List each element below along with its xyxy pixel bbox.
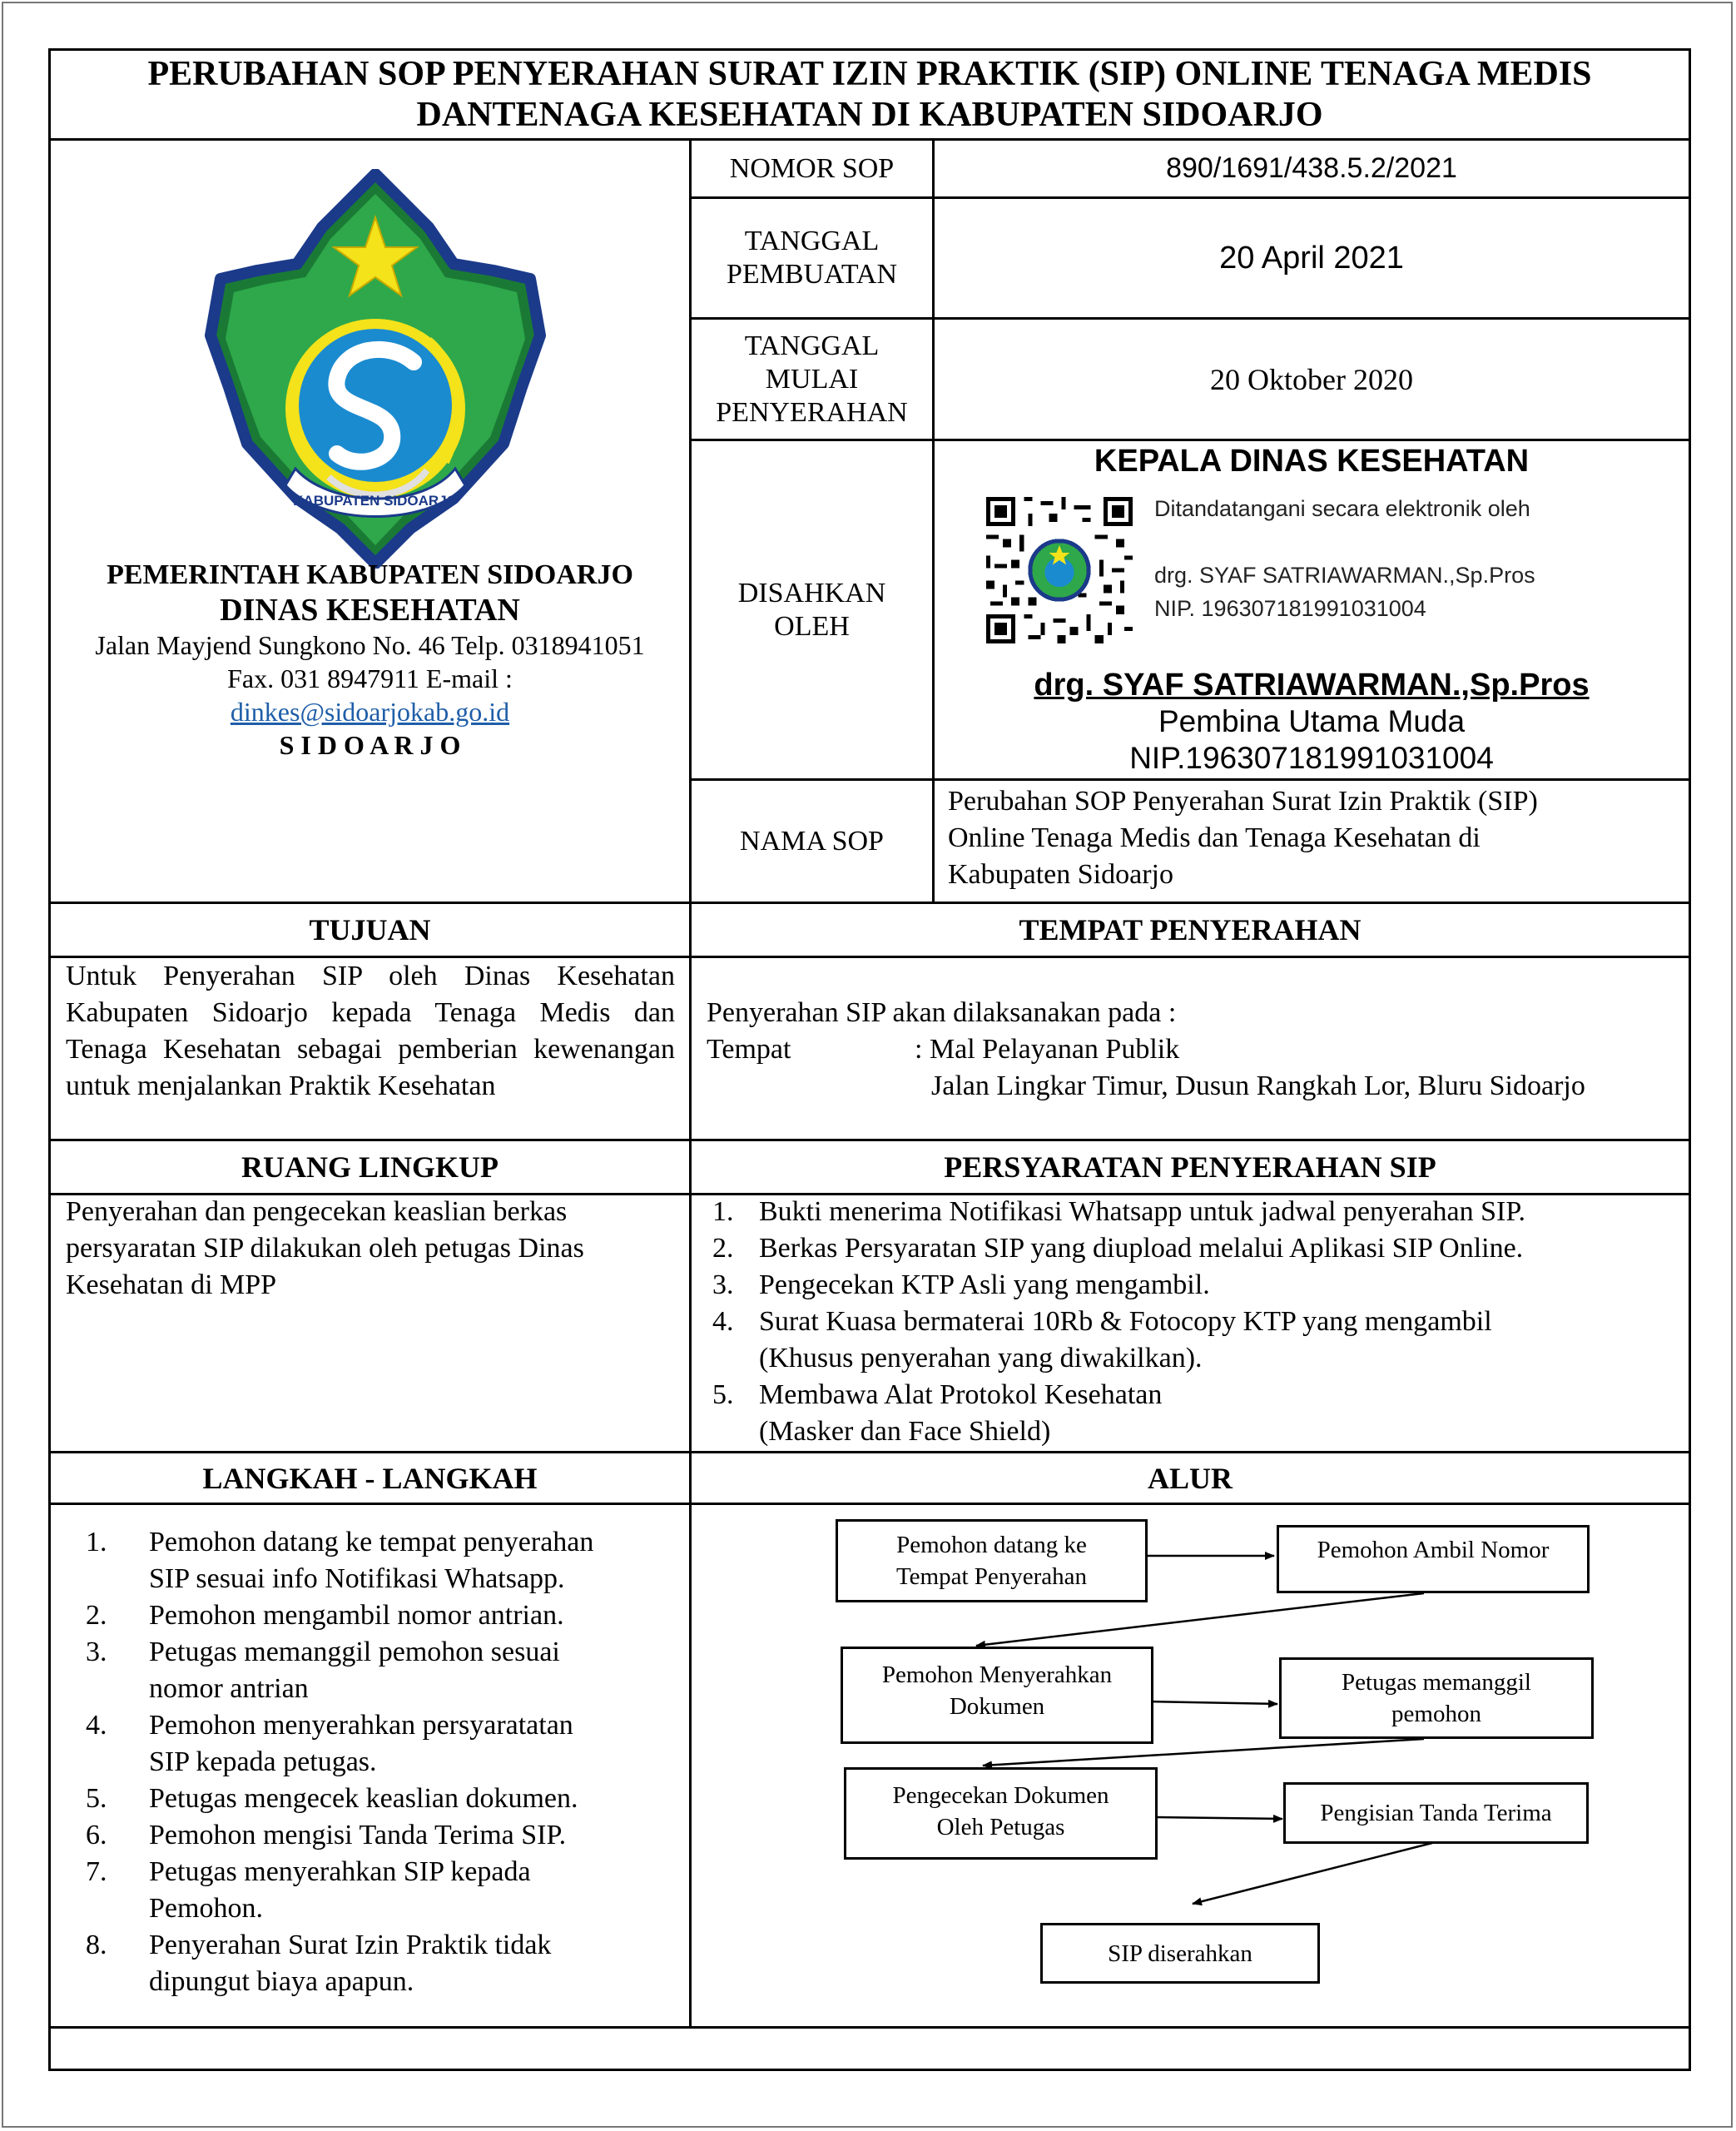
tanggal-pembuatan-label-2: PEMBUATAN [726,259,898,290]
nama-sop-value [948,783,1680,893]
title-line-2: DANTENAGA KESEHATAN DI KABUPATEN SIDOARJO [416,96,1323,134]
persyaratan-list [712,1194,1682,1450]
tanggal-pembuatan-label [692,199,932,317]
title-line-1: PERUBAHAN SOP PENYERAHAN SURAT IZIN PRAKTIK (SIP) ONLINE TENAGA MEDIS [147,55,1592,93]
nomor-sop-value: 890/1691/438.5.2/2021 [1166,152,1457,184]
signature-heading: KEPALA DINAS KESEHATAN [1094,444,1530,479]
tujuan-heading: TUJUAN [309,913,431,946]
list-item: 6. Pemohon mengisi Tanda Terima SIP. [86,1820,567,1850]
arrow-6-to-7 [1193,1843,1432,1904]
signatory-nip: NIP.196307181991031004 [1129,741,1494,775]
list-item: 4. Pemohon menyerahkan persyaratatan SIP kepada petugas. [86,1710,573,1777]
flow-box-menyerahkan: Pemohon Menyerahkan Dokumen [841,1647,1153,1744]
list-item: 5. Membawa Alat Protokol Kesehatan (Masker dan Face Shield) [712,1379,1163,1447]
signatory-block [935,667,1689,777]
langkah-list [86,1524,685,2000]
tempat-intro: Penyerahan SIP akan dilaksanakan pada : [707,997,1177,1028]
agency-fax: Fax. 031 8947911 E-mail : [227,663,513,693]
list-item: 7. Petugas menyerahkan SIP kepada Pemohon. [86,1856,531,1924]
divider-langkah-head [51,1503,1689,1505]
tempat-heading: TEMPAT PENYERAHAN [1019,913,1362,946]
qr-code-icon [986,497,1133,643]
agency-line-2: DINAS KESEHATAN [220,593,520,628]
nomor-sop-label: NOMOR SOP [729,152,895,184]
flow-box-memanggil: Petugas memanggil pemohon [1279,1657,1594,1739]
nama-sop-value-1: Perubahan SOP Penyerahan Surat Izin Praktik (SIP) [948,786,1538,817]
flow-box-tanda-terima: Pengisian Tanda Terima [1283,1782,1589,1844]
flow-box-pengecekan: Pengecekan Dokumen Oleh Petugas [844,1767,1158,1860]
disahkan-label-2: OLEH [774,610,850,642]
list-item: 8. Penyerahan Surat Izin Praktik tidak dipungut biaya apapun. [86,1930,552,1997]
agency-line-1: PEMERINTAH KABUPATEN SIDOARJO [107,559,633,590]
nama-sop-label: NAMA SOP [740,825,884,857]
tempat-value-2: Jalan Lingkar Timur, Dusun Rangkah Lor, Bluru Sidoarjo [931,1070,1585,1101]
tempat-value-1: : Mal Pelayanan Publik [915,1034,1180,1065]
tujuan-text: Untuk Penyerahan SIP oleh Dinas Kesehatan Kabupaten Sidoarjo kepada Tenaga Medis dan Tenaga Kesehatan sebagai pemberian kewenangan untuk menjalankan Praktik Kesehatan [66,961,675,1101]
signatory-name: drg. SYAF SATRIAWARMAN.,Sp.Pros [1034,668,1590,703]
list-item: 3. Petugas memanggil pemohon sesuai nomor antrian [86,1637,560,1704]
ruang-lingkup-heading: RUANG LINGKUP [241,1150,498,1184]
agency-info [51,559,689,762]
tanggal-mulai-label [692,320,932,439]
flow-box-datang: Pemohon datang ke Tempat Penyerahan [836,1519,1148,1602]
nama-sop-value-3: Kabupaten Sidoarjo [948,859,1173,890]
esign-nip: NIP. 196307181991031004 [1154,596,1426,621]
list-item: 4. Surat Kuasa bermaterai 10Rb & Fotocopy KTP yang mengambil (Khusus penyerahan yang diwakilkan). [712,1306,1492,1373]
tanggal-pembuatan-label-1: TANGGAL [744,226,880,256]
agency-address: Jalan Mayjend Sungkono No. 46 Telp. 0318941051 [95,630,645,660]
arrow-3-to-4 [1148,1701,1277,1704]
langkah-heading: LANGKAH - LANGKAH [202,1461,538,1495]
tanggal-mulai-label-1: TANGGAL [744,330,880,361]
divider-langkah-body [51,2026,1689,2029]
signatory-rank: Pembina Utama Muda [1158,704,1466,738]
esign-name: drg. SYAF SATRIAWARMAN.,Sp.Pros [1154,563,1535,588]
flow-box-sip-diserahkan: SIP diserahkan [1040,1923,1320,1984]
tanggal-mulai-value: 20 Oktober 2020 [1210,362,1413,396]
list-item: 2. Berkas Persyaratan SIP yang diupload melalui Aplikasi SIP Online. [712,1233,1524,1264]
tanggal-mulai-label-2: MULAI [765,363,859,395]
tanggal-pembuatan-value: 20 April 2021 [1219,240,1404,276]
tempat-label: Tempat [707,1034,791,1065]
disahkan-label [692,441,932,778]
list-item: 2. Pemohon mengambil nomor antrian. [86,1600,564,1631]
tempat-block [707,995,1680,1105]
list-item: 1. Bukti menerima Notifikasi Whatsapp untuk jadwal penyerahan SIP. [712,1196,1525,1227]
arrow-5-to-6 [1156,1817,1282,1819]
sop-document [48,48,1691,2071]
kabupaten-sidoarjo-logo [204,169,547,569]
tanggal-mulai-label-3: PENYERAHAN [716,396,908,428]
list-item: 3. Pengecekan KTP Asli yang mengambil. [712,1269,1210,1300]
document-title [51,51,1689,139]
agency-city: S I D O A R J O [279,730,461,760]
agency-email-link[interactable]: dinkes@sidoarjokab.go.id [230,697,510,727]
logo-text: KABUPATEN SIDOARJO [293,493,458,509]
disahkan-label-1: DISAHKAN [737,577,886,609]
list-item: 5. Petugas mengecek keaslian dokumen. [86,1783,578,1814]
esign-line: Ditandatangani secara elektronik oleh [1154,496,1530,521]
ruang-lingkup-text: Penyerahan dan pengecekan keaslian berkas persyaratan SIP dilakukan oleh petugas Dinas Kesehatan di MPP [66,1196,584,1300]
list-item: 1. Pemohon datang ke tempat penyerahan SIP sesuai info Notifikasi Whatsapp. [86,1527,594,1594]
nama-sop-value-2: Online Tenaga Medis dan Tenaga Kesehatan di [948,822,1481,853]
alur-heading: ALUR [1147,1461,1233,1495]
persyaratan-heading: PERSYARATAN PENYERAHAN SIP [944,1150,1436,1184]
esign-block [1154,492,1687,625]
flow-box-ambil-nomor: Pemohon Ambil Nomor [1277,1525,1590,1593]
